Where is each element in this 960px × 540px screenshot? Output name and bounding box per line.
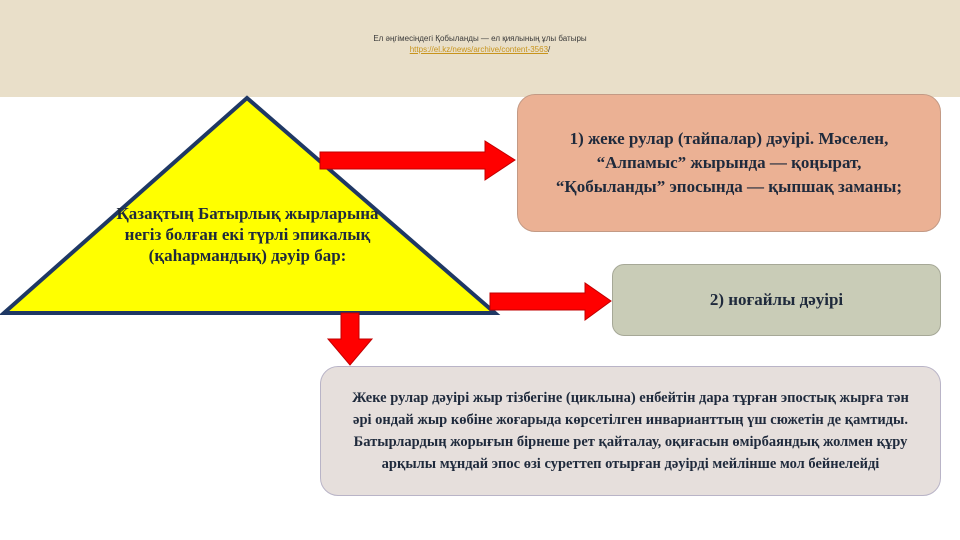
tribal-era-text: 1) жеке рулар (тайпалар) дәуірі. Мәселен, “Алпамыс” жырында — қоңырат, “Қобыланды” эпосында — қыпшақ заманы; — [555, 129, 903, 196]
arrow-down-to-box3 — [328, 313, 372, 365]
arrow-to-box1 — [320, 141, 515, 180]
source-link-suffix: / — [548, 45, 551, 54]
page-title: Ел әңгімесіндегі Қобыланды — ел қиялының ұлы батыры — [373, 34, 587, 43]
nogai-era-text: 2) ноғайлы дәуірі — [709, 290, 844, 309]
arrow-to-box2 — [490, 283, 611, 320]
explanation-text: Жеке рулар дәуірі жыр тізбегіне (циклына) енбейтін дара тұрған эпостық жырға тән әрі ондай жыр көбіне жоғарыда көрсетілген инварианттың үш сюжетін де қамтиды. Батырлардың жорығын бірнеше рет қайталау, оқиғасын өмірбаяндық жолмен құру арқылы мұндай эпос өзі суреттеп отырған дәуірді мейлінше мол бейнелейді — [352, 390, 909, 472]
tribal-era-box — [517, 94, 941, 232]
source-link[interactable]: https://el.kz/news/archive/content-3563 — [409, 45, 549, 54]
triangle-text: Қазақтың Батырлық жырларына негіз болған екі түрлі эпикалық (қаһармандық) дәуір бар: — [116, 204, 379, 265]
nogai-era-box — [612, 264, 941, 336]
explanation-box — [320, 366, 941, 496]
